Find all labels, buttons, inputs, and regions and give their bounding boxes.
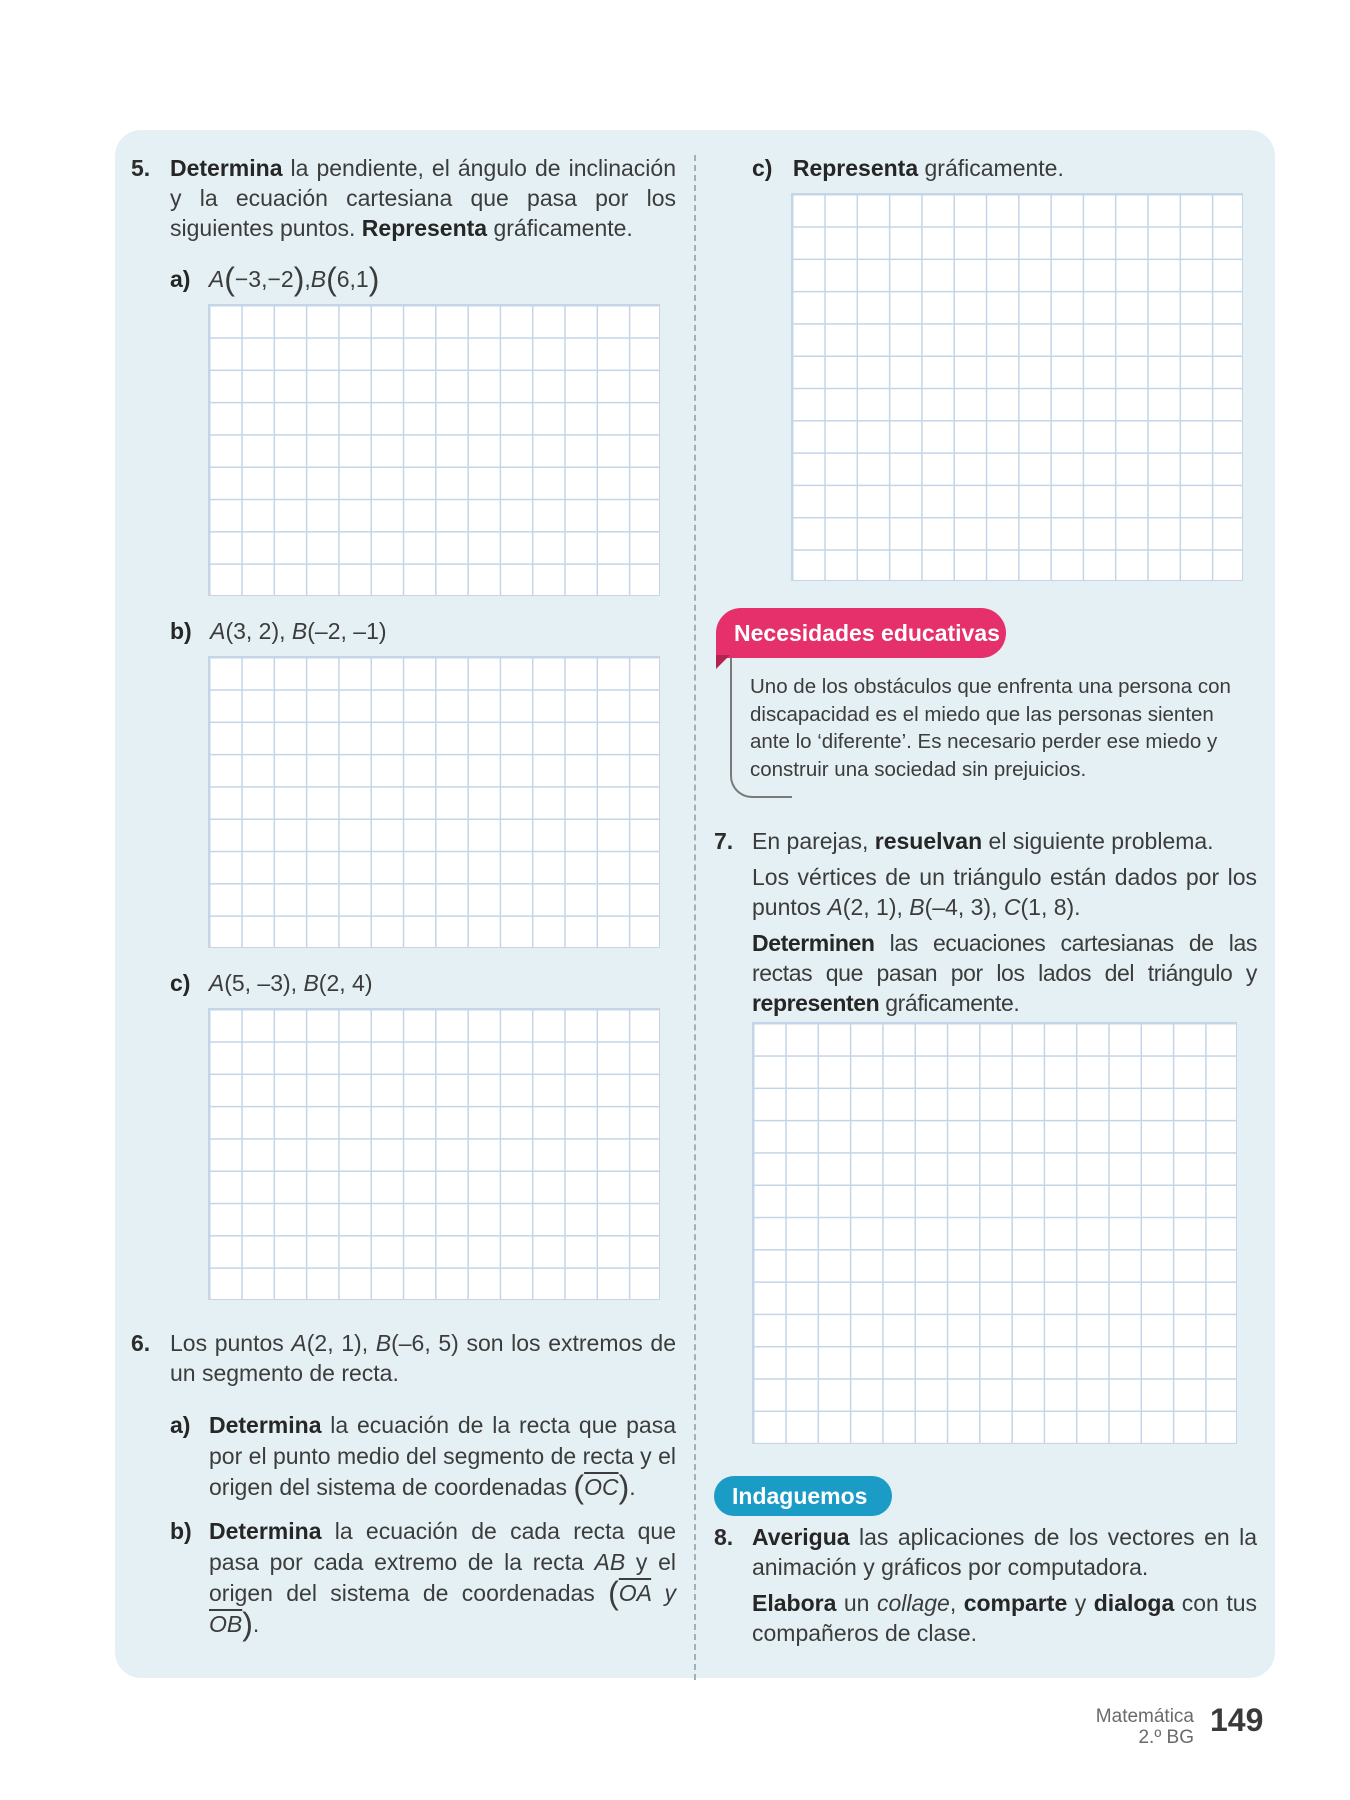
exercise-5-number: 5. xyxy=(131,155,151,181)
ex6b-body: la ecuación de cada recta que pasa por cada extremo de la recta xyxy=(209,1518,676,1575)
ex5-bold-determina: Determina xyxy=(170,155,283,181)
ex7-l1-bold: resuelvan xyxy=(874,828,983,854)
ex5a-pointB: B xyxy=(310,266,327,292)
necesidades-tail xyxy=(716,655,730,669)
ex7-pA: A xyxy=(827,894,843,920)
ex8-t2: un xyxy=(836,1590,877,1616)
column-divider xyxy=(694,155,696,1680)
ex8-t3: , xyxy=(949,1590,964,1616)
ex6b-ab: AB xyxy=(594,1549,626,1575)
exercise-8-number: 8. xyxy=(714,1524,734,1550)
ex6b-label: b) xyxy=(170,1518,192,1544)
ex5b-item xyxy=(170,616,387,646)
ex8-t5: con tus compañeros de clase. xyxy=(752,1590,1258,1646)
indaguemos-title: Indaguemos xyxy=(714,1476,892,1516)
ex5a-coordsA: −3,−2 xyxy=(234,266,294,292)
ex7-p3-text: las ecuaciones cartesianas de las rectas que pasan por los lados del triángulo y xyxy=(752,930,1257,986)
ex8-bold: Averigua xyxy=(752,1524,850,1550)
graph-grid-right-c[interactable] xyxy=(791,193,1243,581)
ex5-bold-representa: Representa xyxy=(361,215,488,241)
page-number: 149 xyxy=(1210,1702,1264,1738)
ex5a-label: a) xyxy=(170,266,191,292)
ex5b-coordsA: (3, 2), xyxy=(225,618,292,644)
exercise-5-intro xyxy=(170,153,676,243)
ex6-pA: A xyxy=(291,1330,307,1356)
ex7-p3-bold: Determinen xyxy=(752,930,875,956)
footer-subject xyxy=(1096,1706,1194,1748)
ex5c-pointB: B xyxy=(303,970,319,996)
ex5a-item: a) A(−3,−2),B(6,1) xyxy=(170,261,380,297)
ex8-text: las aplicaciones de los vectores en la animación y gráficos por computadora. xyxy=(752,1524,1257,1580)
ex7-cA: (2, 1), xyxy=(842,894,910,920)
ex6-cA: (2, 1), xyxy=(306,1330,376,1356)
ex7-para3 xyxy=(752,928,1257,1018)
ex5b-pointA: A xyxy=(210,618,226,644)
ex5a-sep: , xyxy=(304,266,311,292)
ex6b-y: y xyxy=(651,1580,676,1606)
graph-grid-7[interactable] xyxy=(752,1022,1237,1444)
ex8-para1 xyxy=(752,1522,1257,1582)
ex5b-pointB: B xyxy=(291,618,308,644)
ex7-cC: (1, 8). xyxy=(1020,894,1081,920)
ex6-cB: (–6, 5) son los extremos de un segmento de recta. xyxy=(170,1330,677,1386)
right-c-label: c) xyxy=(752,155,773,181)
ex6-intro: Los puntos xyxy=(170,1330,292,1356)
graph-grid-5b[interactable] xyxy=(208,656,660,948)
exercise-7-number: 7. xyxy=(714,828,734,854)
ex6b-body2: y el origen del sistema de coordenadas xyxy=(209,1549,677,1606)
necesidades-title: Necesidades educativas xyxy=(716,608,1006,658)
ex5c-coordsB: (2, 4) xyxy=(318,970,373,996)
footer-subject-name: Matemática xyxy=(1095,1706,1194,1727)
ex6-pB: B xyxy=(375,1330,392,1356)
ex5b-label: b) xyxy=(170,618,192,644)
ex7-p3-text2: gráficamente. xyxy=(879,990,1020,1016)
ex5-text: la pendiente, el ángulo de inclinación y la ecuación cartesiana que pasa por los siguientes puntos. xyxy=(170,155,676,241)
ex8-para2 xyxy=(752,1588,1257,1648)
ex6b-end: . xyxy=(252,1611,260,1637)
ex8-bold4: dialoga xyxy=(1093,1590,1175,1616)
ex8-bold3: comparte xyxy=(963,1590,1068,1616)
ex7-pC: C xyxy=(1003,894,1021,920)
ex5a-pointA: A xyxy=(208,266,225,292)
graph-grid-5c[interactable] xyxy=(208,1008,660,1300)
ex7-line1 xyxy=(752,826,1257,856)
graph-grid-5a[interactable] xyxy=(208,304,660,596)
ex6a-body: la ecuación de la recta que pasa por el punto medio del segmento de recta y el origen del sistema de coordenadas xyxy=(209,1412,676,1500)
ex6a-bold: Determina xyxy=(209,1412,322,1438)
ex5-text2: gráficamente. xyxy=(487,215,633,241)
ex6a-end: . xyxy=(629,1474,636,1500)
ex8-bold2: Elabora xyxy=(752,1590,837,1616)
right-c-bold: Representa xyxy=(792,155,919,181)
ex6b-seg1: $\overline{OA}$ xyxy=(618,1580,652,1606)
ex7-l1b: el siguiente problema. xyxy=(982,828,1214,854)
ex5c-pointA: A xyxy=(208,970,225,996)
ex6b-seg2: $\overline{OB}$ xyxy=(209,1611,243,1637)
ex6a-seg: $\overline{OC}$ xyxy=(584,1474,619,1500)
ex7-cB: (–4, 3), xyxy=(924,894,1004,920)
ex5c-coordsA: (5, –3), xyxy=(224,970,304,996)
right-c-item xyxy=(752,153,1064,183)
necesidades-body: Uno de los obstáculos que enfrenta una persona con discapacidad es el miedo que las personas sienten ante lo ‘diferente’. Es necesario perder ese miedo y construir una sociedad sin prejuicios. xyxy=(750,675,1231,781)
ex5c-label: c) xyxy=(170,970,191,996)
exercise-6-intro xyxy=(170,1328,676,1388)
footer-grade: 2.º BG xyxy=(1138,1727,1194,1748)
ex6a-text: Determina la ecuación de la recta que pasa por el punto medio del segmento de recta y el origen del sistema de coordenadas $(\overline{OC})$. xyxy=(209,1412,676,1505)
ex7-p3-bold2: representen xyxy=(752,990,880,1016)
ex5c-item xyxy=(170,968,372,998)
ex7-l1a: En parejas, xyxy=(752,828,875,854)
ex8-collage: collage xyxy=(876,1590,950,1616)
ex6b-bold: Determina xyxy=(209,1518,322,1544)
ex6a-label: a) xyxy=(170,1412,191,1438)
exercise-6-number: 6. xyxy=(131,1330,151,1356)
ex5a-coordsB: 6,1 xyxy=(336,266,369,292)
ex8-t4: y xyxy=(1067,1590,1094,1616)
ex7-para2 xyxy=(752,862,1257,922)
ex7-p2: Los vértices de un triángulo están dados por los puntos xyxy=(752,864,1257,920)
ex7-pB: B xyxy=(909,894,925,920)
ex5b-coordsB: (–2, –1) xyxy=(307,618,387,644)
right-c-text: gráficamente. xyxy=(918,155,1064,181)
ex6b-text: Determina la ecuación de cada recta que pasa por cada extremo de la recta AB y el origen del sistema de coordenadas ($\overline{OA}$ y $\overline{OB}$). xyxy=(209,1518,677,1642)
